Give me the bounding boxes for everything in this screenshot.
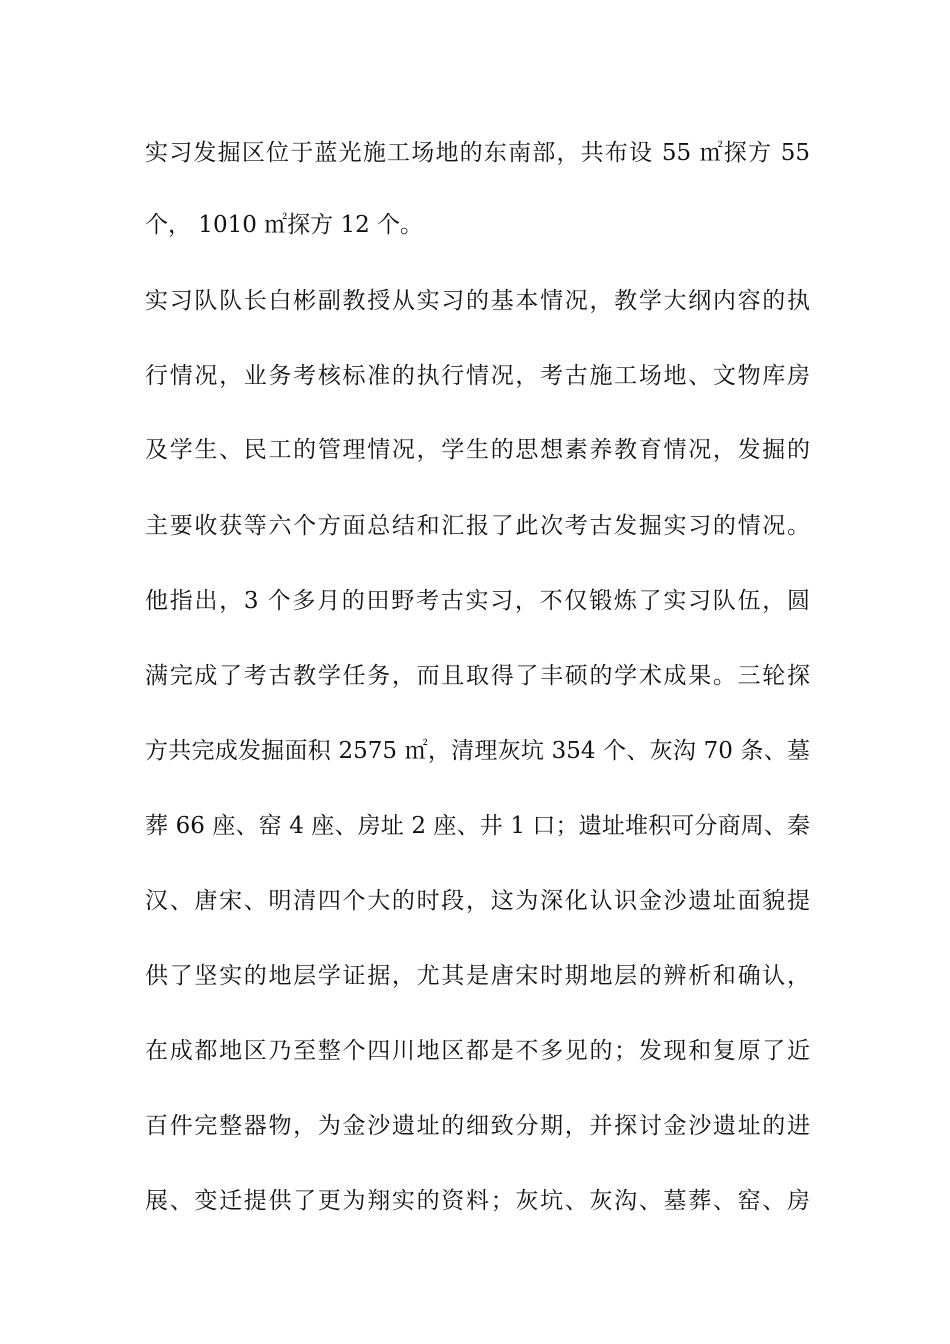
text-line-13: 在成都地区乃至整个四川地区都是不多见的；发现和复原了近 (145, 1038, 810, 1064)
text-line-1: 实习发掘区位于蓝光施工场地的东南部，共布设 55 ㎡探方 55 (145, 140, 810, 166)
text-line-12: 供了坚实的地层学证据，尤其是唐宋时期地层的辨析和确认， (145, 963, 810, 989)
text-line-7: 他指出，3 个多月的田野考古实习，不仅锻炼了实习队伍，圆 (145, 588, 810, 614)
text-line-3: 实习队队长白彬副教授从实习的基本情况，教学大纲内容的执 (145, 288, 810, 314)
text-line-11: 汉、唐宋、明清四个大的时段，这为深化认识金沙遗址面貌提 (145, 888, 810, 914)
text-line-6: 主要收获等六个方面总结和汇报了此次考古发掘实习的情况。 (145, 513, 810, 539)
text-line-4: 行情况，业务考核标准的执行情况，考古施工场地、文物库房 (145, 363, 810, 389)
text-line-5: 及学生、民工的管理情况，学生的思想素养教育情况，发掘的 (145, 437, 810, 463)
text-line-14: 百件完整器物，为金沙遗址的细致分期，并探讨金沙遗址的进 (145, 1113, 810, 1139)
text-line-2: 个， 1010 ㎡探方 12 个。 (145, 212, 424, 238)
text-line-8: 满完成了考古教学任务，而且取得了丰硕的学术成果。三轮探 (145, 663, 810, 689)
text-line-10: 葬 66 座、窑 4 座、房址 2 座、井 1 口；遗址堆积可分商周、秦 (145, 813, 810, 839)
text-line-9: 方共完成发掘面积 2575 ㎡，清理灰坑 354 个、灰沟 70 条、墓 (145, 738, 810, 764)
text-line-15: 展、变迁提供了更为翔实的资料；灰坑、灰沟、墓葬、窑、房 (145, 1188, 810, 1214)
